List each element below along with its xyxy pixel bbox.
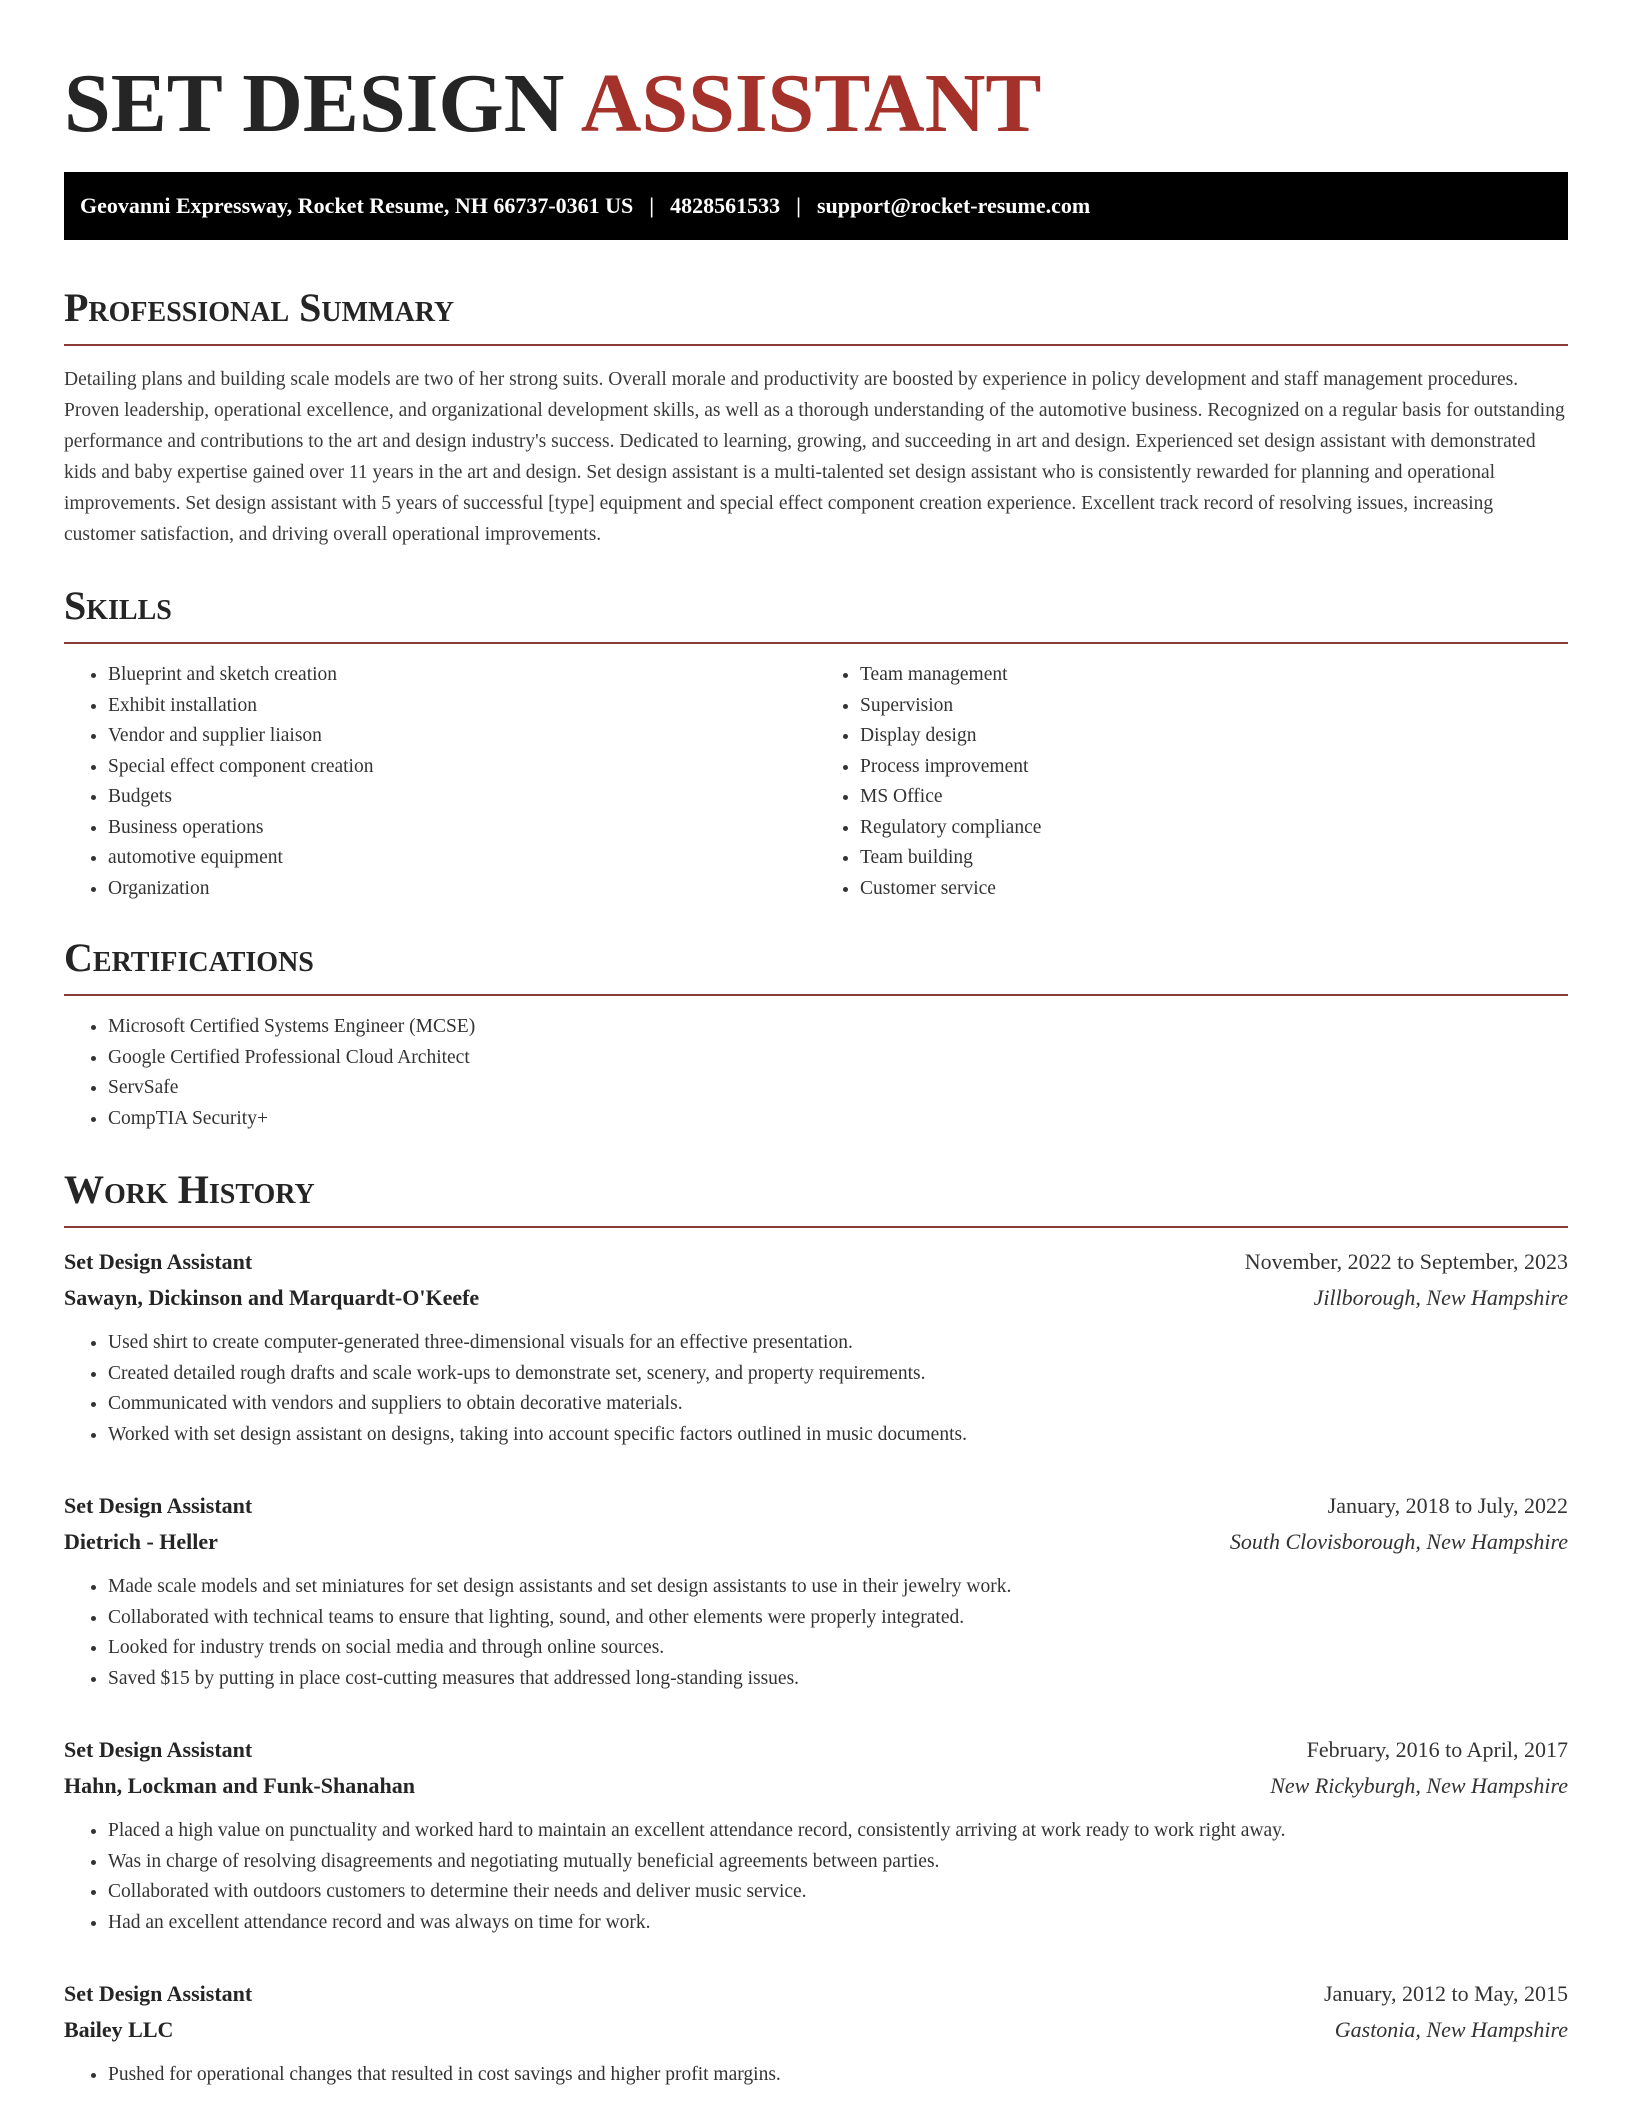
skill-item: • Supervision — [860, 691, 1568, 722]
page-title — [64, 58, 1568, 150]
skill-item: • Display design — [860, 721, 1568, 752]
skill-item: • automotive equipment — [108, 843, 816, 874]
job-bullet: • Made scale models and set miniatures for set design assistants and set design assistants to use in their jewelry work. — [108, 1572, 1568, 1603]
job-header-row — [64, 1488, 1568, 1524]
job-company: Dietrich - Heller — [64, 1529, 218, 1554]
job-title: Set Design Assistant — [64, 1493, 253, 1518]
job-bullets — [64, 1572, 1568, 1694]
job-company-row — [64, 1768, 1568, 1804]
contact-phone: 4828561533 — [670, 193, 781, 218]
skill-item: • Budgets — [108, 782, 816, 813]
job-company: Sawayn, Dickinson and Marquardt-O'Keefe — [64, 1285, 480, 1310]
skills-column-right — [816, 660, 1568, 904]
contact-bar — [64, 172, 1568, 240]
job-company: Hahn, Lockman and Funk-Shanahan — [64, 1773, 415, 1798]
job-entry — [64, 1732, 1568, 1938]
skill-item: • Process improvement — [860, 752, 1568, 783]
certifications-heading: Certifications — [64, 936, 1568, 996]
job-bullet: • Was in charge of resolving disagreements and negotiating mutually beneficial agreements between parties. — [108, 1847, 1568, 1878]
job-title: Set Design Assistant — [64, 1737, 253, 1762]
skills-list-left — [64, 660, 816, 904]
skill-item: • Special effect component creation — [108, 752, 816, 783]
job-dates: January, 2018 to July, 2022 — [1327, 1493, 1568, 1518]
contact-separator: | — [796, 193, 801, 218]
job-entry — [64, 1488, 1568, 1694]
job-bullet: • Collaborated with technical teams to ensure that lighting, sound, and other elements were properly integrated. — [108, 1603, 1568, 1634]
job-title: Set Design Assistant — [64, 1249, 253, 1274]
job-company: Bailey LLC — [64, 2017, 174, 2042]
skill-item: • Customer service — [860, 874, 1568, 905]
job-location: Jillborough, New Hampshire — [1313, 1285, 1568, 1310]
title-accent: ASSISTANT — [580, 57, 1042, 150]
job-bullets — [64, 2060, 1568, 2091]
skill-item: • Blueprint and sketch creation — [108, 660, 816, 691]
skills-grid — [64, 660, 1568, 904]
job-bullet: • Had an excellent attendance record and was always on time for work. — [108, 1908, 1568, 1939]
contact-address: Geovanni Expressway, Rocket Resume, NH 66737-0361 US — [80, 193, 634, 218]
job-entry — [64, 1244, 1568, 1450]
job-bullet: • Looked for industry trends on social media and through online sources. — [108, 1633, 1568, 1664]
summary-text: Detailing plans and building scale models are two of her strong suits. Overall morale and productivity are boosted by experience in policy development and staff management procedures. Proven leadership, operational excellence, and organizational development skills, as well as a thorough understanding of the automotive business. Recognized on a regular basis for outstanding performance and contributions to the art and design industry's success. Dedicated to learning, growing, and succeeding in art and design. Experienced set design assistant with demonstrated kids and baby expertise gained over 11 years in the art and design. Set design assistant is a multi-talented set design assistant who is consistently rewarded for planning and operational improvements. Set design assistant with 5 years of successful [type] equipment and special effect component creation experience. Excellent track record of resolving issues, increasing customer satisfaction, and driving overall operational improvements. — [64, 369, 1565, 545]
job-dates: November, 2022 to September, 2023 — [1244, 1249, 1568, 1274]
work-history-heading: Work History — [64, 1168, 1568, 1228]
certification-item: • Microsoft Certified Systems Engineer (MCSE) — [108, 1012, 1568, 1043]
job-company-row — [64, 2012, 1568, 2048]
skill-item: • Business operations — [108, 813, 816, 844]
job-bullet: • Placed a high value on punctuality and worked hard to maintain an excellent attendance record, consistently arriving at work ready to work right away. — [108, 1816, 1568, 1847]
skill-item: • Team building — [860, 843, 1568, 874]
job-bullet: • Pushed for operational changes that resulted in cost savings and higher profit margins. — [108, 2060, 1568, 2091]
skill-item: • Vendor and supplier liaison — [108, 721, 816, 752]
job-header-row — [64, 1244, 1568, 1280]
job-dates: January, 2012 to May, 2015 — [1324, 1981, 1568, 2006]
job-header-row — [64, 1976, 1568, 2012]
work-history-list — [64, 1244, 1568, 2091]
skills-list-right — [816, 660, 1568, 904]
job-title: Set Design Assistant — [64, 1981, 253, 2006]
certification-item: • Google Certified Professional Cloud Architect — [108, 1043, 1568, 1074]
certification-item: • ServSafe — [108, 1073, 1568, 1104]
job-bullet: • Collaborated with outdoors customers to determine their needs and deliver music service. — [108, 1877, 1568, 1908]
job-company-row — [64, 1280, 1568, 1316]
job-bullet: • Created detailed rough drafts and scale work-ups to demonstrate set, scenery, and property requirements. — [108, 1359, 1568, 1390]
skill-item: • Regulatory compliance — [860, 813, 1568, 844]
job-location: South Clovisborough, New Hampshire — [1229, 1529, 1568, 1554]
job-location: New Rickyburgh, New Hampshire — [1270, 1773, 1568, 1798]
job-bullet: • Communicated with vendors and suppliers to obtain decorative materials. — [108, 1389, 1568, 1420]
contact-email: support@rocket-resume.com — [816, 193, 1091, 218]
job-bullet: • Used shirt to create computer-generated three-dimensional visuals for an effective presentation. — [108, 1328, 1568, 1359]
job-dates: February, 2016 to April, 2017 — [1306, 1737, 1568, 1762]
skill-item: • MS Office — [860, 782, 1568, 813]
skills-heading: Skills — [64, 584, 1568, 644]
certification-item: • CompTIA Security+ — [108, 1104, 1568, 1135]
title-main: SET DESIGN — [64, 57, 565, 150]
job-location: Gastonia, New Hampshire — [1334, 2017, 1568, 2042]
skill-item: • Team management — [860, 660, 1568, 691]
skill-item: • Organization — [108, 874, 816, 905]
job-header-row — [64, 1732, 1568, 1768]
contact-separator: | — [649, 193, 655, 218]
job-bullets — [64, 1816, 1568, 1938]
job-bullet: • Worked with set design assistant on designs, taking into account specific factors outlined in music documents. — [108, 1420, 1568, 1451]
job-bullet: • Saved $15 by putting in place cost-cutting measures that addressed long-standing issues. — [108, 1664, 1568, 1695]
skills-column-left — [64, 660, 816, 904]
certifications-list — [64, 1012, 1568, 1134]
job-company-row — [64, 1524, 1568, 1560]
summary-heading: Professional Summary — [64, 286, 1568, 346]
skill-item: • Exhibit installation — [108, 691, 816, 722]
job-bullets — [64, 1328, 1568, 1450]
job-entry — [64, 1976, 1568, 2091]
